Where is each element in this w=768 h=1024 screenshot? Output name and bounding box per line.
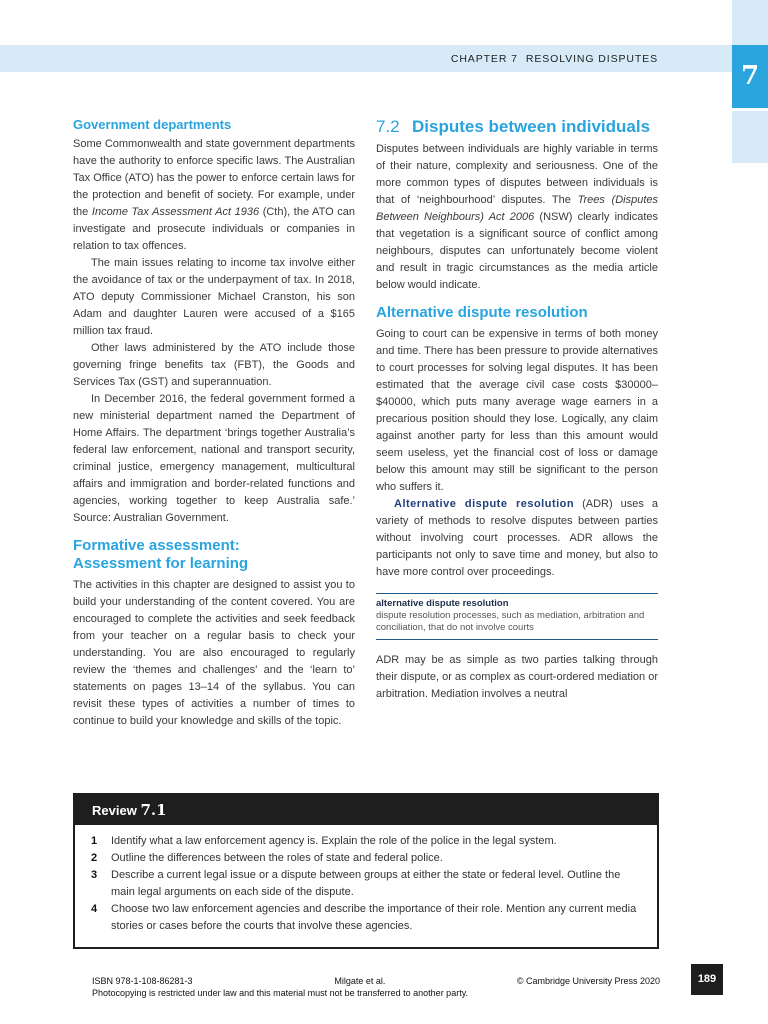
adr-paragraph-2: Alternative dispute resolution (ADR) uses a variety of methods to resolve disputes between parties without involving court processes. ADR allows the participants not only to save time and money, but also to have more control over proceedings. [376, 498, 659, 578]
isbn: ISBN 978-1-108-86281-3 [92, 976, 193, 986]
section-heading [376, 118, 658, 135]
glossary-definition: dispute resolution processes, such as mediation, arbitration and conciliation, that do not involve courts [376, 610, 645, 633]
chapter-header [451, 53, 658, 65]
copyright: © Cambridge University Press 2020 [516, 976, 660, 986]
disputes-paragraph: Disputes between individuals are highly variable in terms of their nature, complexity and seriousness. One of the more common types of disputes between individuals is that of ‘neighbourhood’ disputes. The Trees (Disputes Between Neighbours) Act 2006 (NSW) clearly indicates that vegetation is a significant source of conflict among neighbours, disputes can unfortunately become violent and result in tragic circumstances as the media article below would indicate. [376, 143, 658, 291]
section-number: 7.2 [376, 117, 400, 136]
review-item: 1 Identify what a law enforcement agency is. Explain the role of the police in the legal system. [91, 835, 557, 847]
adr-paragraph-1: Going to court can be expensive in terms of both money and time. There has been pressure to provide alternatives to court processes for solving legal disputes. It has been estimated that the average civil case costs $30000–$40000, which puts many average wage earners in a precarious position should they lose. Logically, any claim against another party for less than this amount would seem useless, yet the financial cost of loss or damage below this amount may still be significant to the person who suffers it. [376, 328, 658, 493]
review-item: 2 Outline the differences between the roles of state and federal police. [91, 852, 443, 864]
government-paragraph-3: Other laws administered by the ATO include those governing fringe benefits tax (FBT), the Goods and Services Tax (GST) and superannuation. [73, 342, 355, 388]
review-header [75, 795, 657, 825]
authors: Milgate et al. [334, 976, 386, 986]
page-number: 189 [691, 964, 723, 995]
review-list [75, 825, 657, 935]
trees-act-italic: Trees (Disputes Between Neighbours) Act 2006 [376, 194, 658, 223]
review-label: Review [92, 803, 137, 818]
formative-assessment-heading: Formative assessment: Assessment for learning [73, 537, 249, 572]
right-column [376, 117, 658, 703]
chapter-tab-top [732, 0, 768, 45]
adr-heading: Alternative dispute resolution [376, 304, 588, 321]
left-column [73, 117, 355, 730]
glossary-box [376, 593, 658, 640]
government-paragraph-4: In December 2016, the federal government formed a new ministerial department named the Department of Home Affairs. The department ‘brings together Australia’s federal law enforcement, national and transport security, criminal justice, emergency management, multicultural affairs and immigration and border-related functions and agencies, working together to keep Australia safe.’ Source: Australian Government. [73, 393, 355, 524]
review-box [73, 793, 659, 949]
chapter-tab-number: 7 [732, 45, 768, 108]
act-title-italic: Income Tax Assessment Act 1936 [91, 206, 260, 218]
formative-assessment-paragraph: The activities in this chapter are designed to assist you to build your understanding of the content covered. You are encouraged to complete the activities and seek feedback from your teacher on a regular basis to check your understanding. You are also encouraged to regularly review the ‘themes and challenges’ and the ‘learn to’ statements on pages 13–14 of the syllabus. You can revisit these types of activities a number of times to continue to build your knowledge and skills of the topic. [73, 579, 355, 727]
government-paragraph-1: Some Commonwealth and state government departments have the authority to enforce specific laws. The Australian Tax Office (ATO) has the power to enforce certain laws for the protection and benefit of society. For example, under the Income Tax Assessment Act 1936 (Cth), the ATO can investigate and prosecute individuals or companies in relation to tax offences. [73, 138, 355, 252]
review-number: 7.1 [140, 801, 167, 819]
government-paragraph-2: The main issues relating to income tax involve either the avoidance of tax or the underpayment of tax. In 2018, ATO deputy Commissioner Michael Cranston, his son Adam and daughter Lauren were accused of a $165 million tax fraud. [73, 257, 355, 337]
review-item: 4 Choose two law enforcement agencies and describe the importance of their role. Mention any current media stories or cases before the courts that involve these agencies. [91, 903, 637, 932]
review-item: 3 Describe a current legal issue or a dispute between groups at either the state or federal level. Outline the main legal arguments on each side of the dispute. [91, 869, 621, 898]
adr-paragraph-3: ADR may be as simple as two parties talking through their dispute, or as complex as court-ordered mediation or arbitration. Mediation involves a neutral [376, 654, 658, 700]
government-departments-heading: Government departments [73, 117, 232, 132]
section-title: Disputes between individuals [412, 117, 651, 136]
key-term: Alternative dispute resolution [394, 498, 575, 510]
chapter-label: CHAPTER 7 [450, 53, 518, 65]
chapter-tab-lower [732, 111, 768, 163]
chapter-title: RESOLVING DISPUTES [525, 53, 658, 65]
glossary-term: alternative dispute resolution [376, 598, 509, 609]
page-footer [92, 976, 660, 998]
copyright-notice: Photocopying is restricted under law and this material must not be transferred to another party. [92, 988, 469, 998]
